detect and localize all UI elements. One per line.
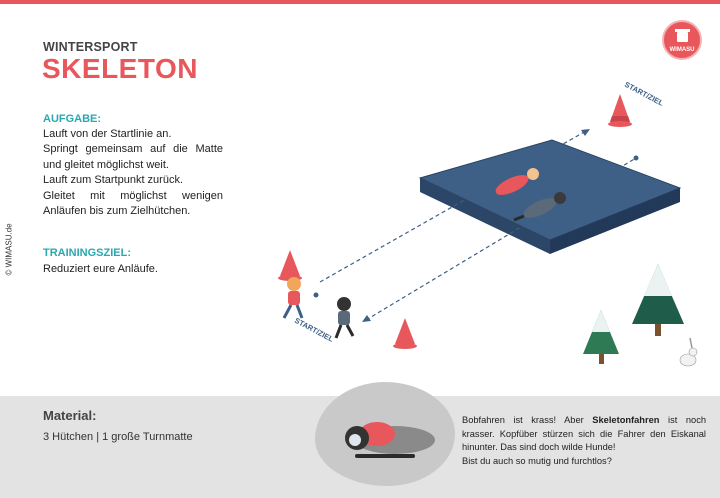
- start-finish-label-bottom: START/ZIEL: [293, 315, 336, 344]
- task-line: Lauft von der Startlinie an.: [43, 128, 172, 140]
- page-title: SKELETON: [42, 53, 198, 84]
- fun-fact-text: [462, 414, 706, 468]
- running-child-icon: [336, 297, 353, 338]
- goal-text: Reduziert eure Anläufe.: [43, 263, 158, 275]
- tree-icon: [583, 310, 619, 364]
- box-icon: [677, 32, 688, 42]
- copyright-note: © WIMASU.de: [4, 223, 14, 276]
- fun-fact-text-part: Bobfahren ist krass! Aber: [462, 415, 593, 425]
- goal-heading: TRAININGSZIEL:: [43, 247, 131, 259]
- material-heading: Material:: [43, 408, 97, 423]
- wimasu-logo[interactable]: [662, 20, 702, 60]
- fun-fact-text-part: ist noch: [659, 415, 707, 425]
- skeleton-rider-icon: [315, 382, 455, 486]
- logo-text: WIMASU: [669, 47, 695, 53]
- cone-icon: [278, 250, 302, 281]
- task-line: Springt gemeinsam auf die Matte: [43, 143, 223, 156]
- task-heading: AUFGABE:: [43, 113, 102, 125]
- gym-mat: [420, 140, 680, 254]
- task-line: Lauft zum Startpunkt zurück.: [43, 174, 184, 187]
- skeleton-athlete-illustration: [315, 382, 455, 486]
- running-child-icon: [284, 277, 302, 318]
- cone-icon: [393, 318, 417, 349]
- fun-fact-line: Bist du auch so mutig und furchtlos?: [462, 455, 612, 466]
- fun-fact-bold: Skeletonfahren: [592, 415, 660, 425]
- rabbit-icon: [680, 338, 697, 366]
- task-line: Anläufen bis zum Zielhütchen.: [43, 205, 191, 218]
- start-finish-label-top: START/ZIEL: [623, 79, 666, 108]
- task-line: Gleitet mit möglichst wenigen: [43, 189, 223, 202]
- task-line: und gleitet möglichst weit.: [43, 158, 169, 171]
- cone-icon: [608, 94, 632, 127]
- task-text: [43, 127, 223, 219]
- tree-icon: [632, 264, 684, 336]
- category-label: WINTERSPORT: [43, 40, 138, 54]
- fun-fact-line: [462, 414, 706, 428]
- material-text: 3 Hütchen | 1 große Turnmatte: [43, 431, 193, 443]
- fun-fact-line: hinunter. Das sind doch wilde Hunde!: [462, 442, 616, 453]
- skeleton-illustration: [260, 70, 720, 390]
- fun-fact-line: krasser. Kopfüber stürzen sich die Fahrer den Eiskanal: [462, 428, 706, 439]
- top-accent-bar: [0, 0, 720, 4]
- info-band: [0, 396, 720, 498]
